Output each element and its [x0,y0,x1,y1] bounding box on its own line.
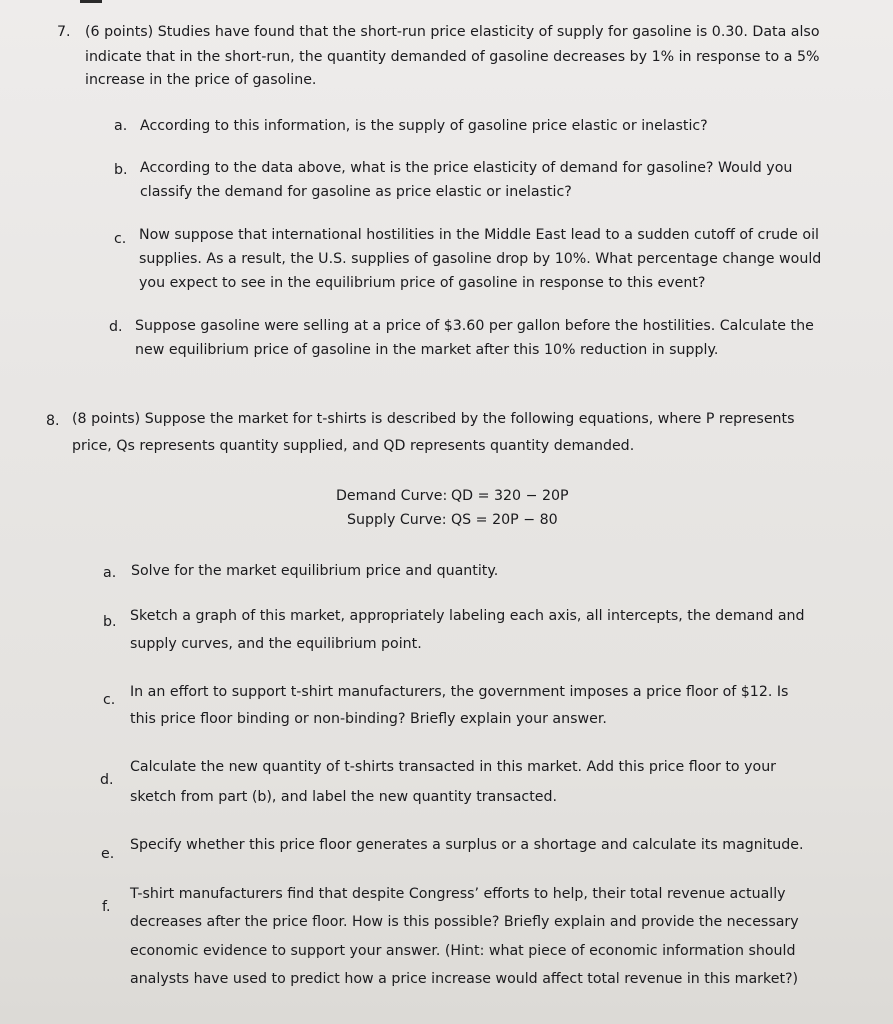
q8-part-b-text: supply curves, and the equilibrium point. [130,636,422,652]
q7-part-b-label: b. [114,162,128,178]
q7-part-c-text: Now suppose that international hostilities in the Middle East lead to a sudden cutoff of crude oil [139,227,819,243]
question-7-number: 7. [57,24,71,40]
demand-curve-label: Demand Curve: [336,488,448,504]
q7-part-b-text: According to the data above, what is the price elasticity of demand for gasoline? Would you [140,160,793,176]
q8-part-f-text: decreases after the price floor. How is this possible? Briefly explain and provide the necessary [130,914,799,930]
q7-part-d-text: new equilibrium price of gasoline in the market after this 10% reduction in supply. [135,342,719,358]
q7-part-c-label: c. [114,231,127,247]
q8-part-c-text: this price floor binding or non-binding? Briefly explain your answer. [130,711,607,727]
top-edge-mark [80,0,102,3]
supply-curve-label: Supply Curve: [347,512,447,528]
q8-part-d-label: d. [100,772,114,788]
q8-part-d-text: sketch from part (b), and label the new quantity transacted. [130,789,558,805]
q8-part-e-label: e. [101,846,115,862]
q8-part-c-text: In an effort to support t-shirt manufacturers, the government imposes a price floor of $12. Is [130,684,789,700]
q7-part-c-text: supplies. As a result, the U.S. supplies of gasoline drop by 10%. What percentage change would [139,251,822,267]
q8-part-f-label: f. [102,899,111,915]
q8-part-c-label: c. [103,692,116,708]
q8-part-a-label: a. [103,565,117,581]
question-8-number: 8. [46,413,60,429]
q7-part-c-text: you expect to see in the equilibrium price of gasoline in response to this event? [139,275,706,291]
question-7-text-line: increase in the price of gasoline. [85,72,317,88]
q7-part-d-text: Suppose gasoline were selling at a price of $3.60 per gallon before the hostilities. Calculate the [135,318,814,334]
q7-part-a-label: a. [114,118,128,134]
q8-part-b-text: Sketch a graph of this market, appropriately labeling each axis, all intercepts, the demand and [130,608,805,624]
q8-part-e-text: Specify whether this price floor generates a surplus or a shortage and calculate its magnitude. [130,837,804,853]
q8-part-a-text: Solve for the market equilibrium price and quantity. [131,563,499,579]
supply-curve-formula: QS = 20P − 80 [451,512,558,528]
q7-part-d-label: d. [109,319,123,335]
question-7-text-line: indicate that in the short-run, the quantity demanded of gasoline decreases by 1% in response to a 5% [85,49,820,65]
question-7-text-line: (6 points) Studies have found that the short-run price elasticity of supply for gasoline is 0.30. Data also [85,24,820,40]
q8-part-f-text: T-shirt manufacturers find that despite Congress’ efforts to help, their total revenue actually [130,886,786,902]
q8-part-b-label: b. [103,614,117,630]
q7-part-b-text: classify the demand for gasoline as price elastic or inelastic? [140,184,572,200]
q8-part-f-text: analysts have used to predict how a price increase would affect total revenue in this market?) [130,971,799,987]
q7-part-a-text: According to this information, is the supply of gasoline price elastic or inelastic? [140,118,708,134]
question-8-text-line: price, Qs represents quantity supplied, and QD represents quantity demanded. [72,438,635,454]
q8-part-d-text: Calculate the new quantity of t-shirts transacted in this market. Add this price floor to your [130,759,777,775]
q8-part-f-text: economic evidence to support your answer. (Hint: what piece of economic information should [130,943,796,959]
demand-curve-formula: QD = 320 − 20P [451,488,569,504]
question-8-text-line: (8 points) Suppose the market for t-shirts is described by the following equations, where P represents [72,411,795,427]
